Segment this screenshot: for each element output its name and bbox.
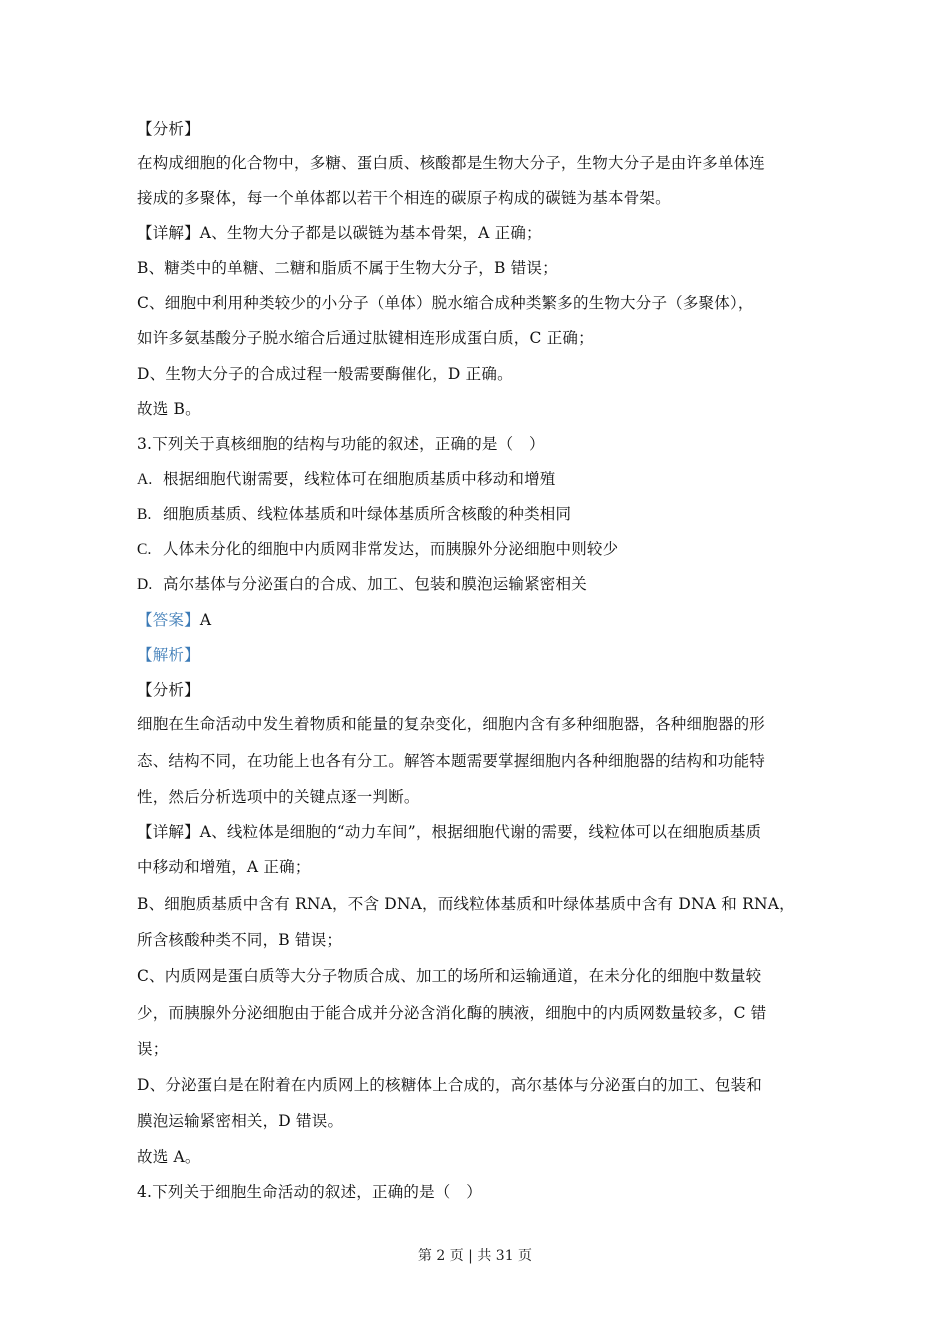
section-heading-analysis: 【分析】 [137, 120, 200, 138]
paragraph-line: 细胞在生命活动中发生着物质和能量的复杂变化，细胞内含有多种细胞器，各种细胞器的形 [137, 715, 766, 733]
conclusion-line: 故选 B。 [137, 400, 201, 418]
paragraph-line: D、分泌蛋白是在附着在内质网上的核糖体上合成的，高尔基体与分泌蛋白的加工、包装和 [137, 1076, 762, 1094]
answer-value: A [199, 611, 212, 629]
answer-line [137, 610, 211, 630]
question-3-stem: 3.下列关于真核细胞的结构与功能的叙述，正确的是（ ） [137, 435, 545, 453]
paragraph-line: 如许多氨基酸分子脱水缩合后通过肽键相连形成蛋白质，C 正确； [137, 329, 594, 347]
option-letter: A. [137, 471, 153, 488]
conclusion-line: 故选 A。 [137, 1148, 201, 1166]
paragraph-line: 性，然后分析选项中的关键点逐一判断。 [137, 788, 420, 806]
option-text: 人体未分化的细胞中内质网非常发达，而胰腺外分泌细胞中则较少 [163, 540, 619, 558]
explanation-label: 【解析】 [137, 646, 200, 664]
answer-label: 【答案】 [137, 611, 200, 629]
paragraph-line: 少，而胰腺外分泌细胞由于能合成并分泌含消化酶的胰液，细胞中的内质网数量较多，C 错 [137, 1004, 767, 1022]
section-heading-analysis: 【分析】 [137, 681, 200, 699]
paragraph-line: 膜泡运输紧密相关，D 错误。 [137, 1112, 344, 1130]
paragraph-line: 所含核酸种类不同，B 错误； [137, 931, 343, 949]
paragraph-line: 在构成细胞的化合物中，多糖、蛋白质、核酸都是生物大分子，生物大分子是由许多单体连 [137, 154, 766, 172]
paragraph-line: 接成的多聚体，每一个单体都以若干个相连的碳原子构成的碳链为基本骨架。 [137, 189, 671, 207]
paragraph-line: B、细胞质基质中含有 RNA，不含 DNA，而线粒体基质和叶绿体基质中含有 DNA 和 RNA， [137, 895, 795, 913]
option-d [137, 574, 587, 595]
paragraph-line: C、细胞中利用种类较少的小分子（单体）脱水缩合成种类繁多的生物大分子（多聚体）， [137, 294, 754, 312]
option-b [137, 504, 571, 525]
paragraph-line: 中移动和增殖，A 正确； [137, 858, 311, 876]
paragraph-line: D、生物大分子的合成过程一般需要酶催化，D 正确。 [137, 365, 513, 383]
option-letter: D. [137, 576, 153, 593]
option-letter: B. [137, 506, 152, 523]
paragraph-line: 态、结构不同，在功能上也各有分工。解答本题需要掌握细胞内各种细胞器的结构和功能特 [137, 752, 766, 770]
paragraph-line: 【详解】A、生物大分子都是以碳链为基本骨架，A 正确； [137, 224, 542, 242]
option-text: 细胞质基质、线粒体基质和叶绿体基质所含核酸的种类相同 [163, 505, 572, 523]
paragraph-line: B、糖类中的单糖、二糖和脂质不属于生物大分子，B 错误； [137, 259, 558, 277]
page-footer: 第 2 页 | 共 31 页 [417, 1248, 533, 1264]
paragraph-line: 误； [137, 1040, 169, 1058]
option-text: 根据细胞代谢需要，线粒体可在细胞质基质中移动和增殖 [163, 470, 556, 488]
paragraph-line: C、内质网是蛋白质等大分子物质合成、加工的场所和运输通道，在未分化的细胞中数量较 [137, 967, 762, 985]
question-4-stem: 4.下列关于细胞生命活动的叙述，正确的是（ ） [137, 1183, 482, 1201]
option-text: 高尔基体与分泌蛋白的合成、加工、包装和膜泡运输紧密相关 [163, 575, 587, 593]
option-a [137, 469, 556, 490]
option-c [137, 539, 618, 560]
paragraph-line: 【详解】A、线粒体是细胞的“动力车间”，根据细胞代谢的需要，线粒体可以在细胞质基质 [137, 823, 762, 841]
option-letter: C. [137, 541, 152, 558]
